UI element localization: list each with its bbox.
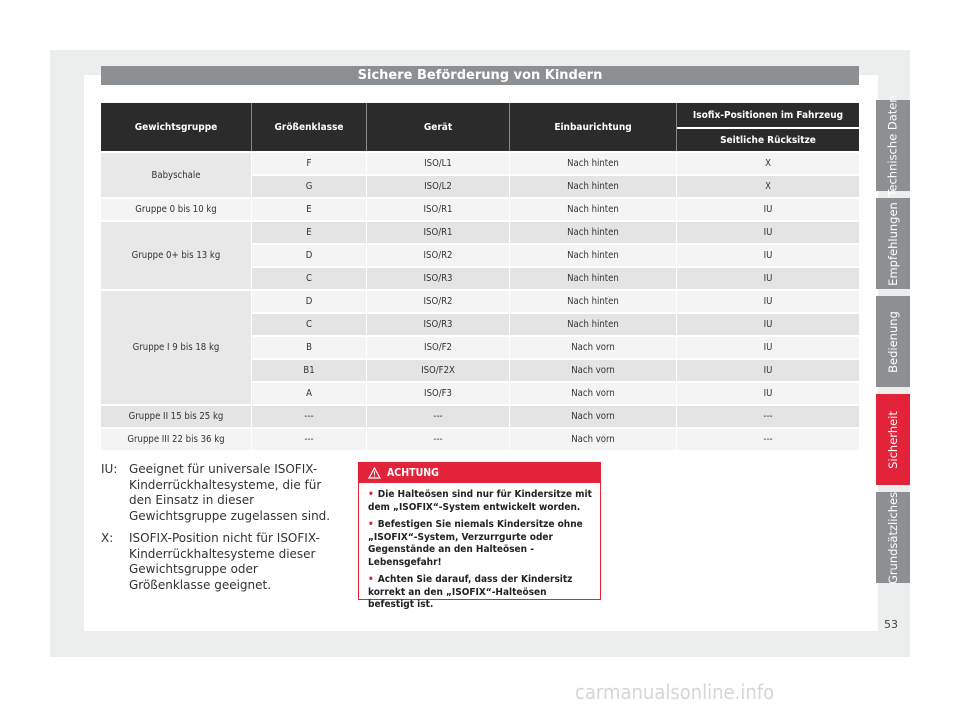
legend-key: IU:	[101, 462, 118, 476]
header-seitliche-ruecksitze: Seitliche Rücksitze	[677, 129, 859, 151]
cell-isofix-position: IU	[677, 314, 859, 335]
cell-gewichtsgruppe: Babyschale	[101, 153, 252, 197]
isofix-table	[101, 101, 859, 452]
header-isofix-positionen: Isofix-Positionen im Fahrzeug	[677, 103, 859, 127]
cell-geraet: ISO/R3	[367, 268, 510, 289]
cell-isofix-position: IU	[677, 268, 859, 289]
cell-einbaurichtung: Nach hinten	[510, 153, 677, 174]
warning-header	[359, 463, 600, 483]
header-einbaurichtung: Einbaurichtung	[510, 103, 677, 151]
tab-label: Grundsätzliches	[886, 491, 901, 584]
cell-groessenklasse: B	[252, 337, 367, 358]
cell-einbaurichtung: Nach vorn	[510, 360, 677, 381]
bullet-icon: •	[368, 519, 374, 530]
cell-geraet: ---	[367, 406, 510, 427]
legend-key: X:	[101, 531, 114, 545]
cell-einbaurichtung: Nach hinten	[510, 245, 677, 266]
cell-einbaurichtung: Nach vorn	[510, 383, 677, 404]
table-row	[101, 222, 859, 243]
legend-text: ISOFIX-Position nicht für ISOFIX-Kinderrückhaltesysteme dieser Gewichtsgruppe oder Größenklasse geeignet.	[129, 531, 320, 592]
table-row	[101, 199, 859, 220]
cell-einbaurichtung: Nach hinten	[510, 222, 677, 243]
cell-gewichtsgruppe: Gruppe I 9 bis 18 kg	[101, 291, 252, 404]
header-gewichtsgruppe: Gewichtsgruppe	[101, 103, 252, 151]
cell-isofix-position: IU	[677, 383, 859, 404]
warning-triangle-icon	[368, 467, 381, 479]
legend-item	[101, 462, 341, 524]
cell-geraet: ISO/F2X	[367, 360, 510, 381]
warning-item-text: Die Halteösen sind nur für Kindersitze mit dem „ISOFIX“-System entwickelt worden.	[368, 489, 592, 513]
cell-einbaurichtung: Nach hinten	[510, 176, 677, 197]
cell-isofix-position: IU	[677, 245, 859, 266]
cell-groessenklasse: C	[252, 314, 367, 335]
cell-geraet: ISO/L2	[367, 176, 510, 197]
cell-groessenklasse: D	[252, 245, 367, 266]
cell-geraet: ISO/R1	[367, 199, 510, 220]
cell-isofix-position: IU	[677, 222, 859, 243]
cell-einbaurichtung: Nach vorn	[510, 337, 677, 358]
cell-groessenklasse: D	[252, 291, 367, 312]
cell-isofix-position: IU	[677, 291, 859, 312]
header-groessenklasse: Größenklasse	[252, 103, 367, 151]
cell-groessenklasse: G	[252, 176, 367, 197]
tab-empfehlungen[interactable]	[876, 198, 910, 289]
table-row	[101, 406, 859, 427]
warning-list	[359, 483, 600, 612]
cell-geraet: ISO/F3	[367, 383, 510, 404]
cell-geraet: ISO/R1	[367, 222, 510, 243]
tab-label: Bedienung	[886, 310, 901, 373]
cell-geraet: ---	[367, 429, 510, 450]
cell-isofix-position: ---	[677, 429, 859, 450]
warning-item	[368, 519, 592, 569]
table-body	[101, 153, 859, 450]
cell-isofix-position: X	[677, 176, 859, 197]
cell-einbaurichtung: Nach vorn	[510, 406, 677, 427]
cell-gewichtsgruppe: Gruppe 0+ bis 13 kg	[101, 222, 252, 289]
cell-geraet: ISO/R2	[367, 291, 510, 312]
cell-groessenklasse: A	[252, 383, 367, 404]
tab-label: Sicherheit	[886, 410, 900, 469]
watermark: carmanualsonline.info	[575, 680, 775, 704]
tab-sicherheit[interactable]	[876, 394, 910, 485]
warning-title: ACHTUNG	[387, 467, 439, 479]
warning-item-text: Befestigen Sie niemals Kindersitze ohne „ISOFIX“-System, Verzurrgurte oder Gegenstände an den Halteösen - Lebensgefahr!	[368, 519, 583, 568]
tab-bedienung[interactable]	[876, 296, 910, 387]
cell-groessenklasse: ---	[252, 429, 367, 450]
tab-technische-daten[interactable]	[876, 94, 910, 197]
cell-einbaurichtung: Nach vorn	[510, 429, 677, 450]
bullet-icon: •	[368, 574, 374, 585]
cell-geraet: ISO/F2	[367, 337, 510, 358]
cell-isofix-position: IU	[677, 360, 859, 381]
cell-isofix-position: ---	[677, 406, 859, 427]
cell-isofix-position: IU	[677, 337, 859, 358]
warning-item	[368, 574, 592, 612]
cell-einbaurichtung: Nach hinten	[510, 268, 677, 289]
legend-text: Geeignet für universale ISOFIX-Kinderrückhaltesysteme, die für den Einsatz in dieser Gewichtsgruppe zugelassen sind.	[129, 462, 331, 523]
table-row	[101, 429, 859, 450]
page-title: Sichere Beförderung von Kindern	[101, 66, 859, 85]
cell-groessenklasse: E	[252, 199, 367, 220]
table-row	[101, 291, 859, 312]
cell-groessenklasse: B1	[252, 360, 367, 381]
cell-geraet: ISO/R3	[367, 314, 510, 335]
cell-geraet: ISO/L1	[367, 153, 510, 174]
cell-einbaurichtung: Nach hinten	[510, 199, 677, 220]
warning-item-text: Achten Sie darauf, dass der Kindersitz korrekt an den „ISOFIX“-Halteösen befestigt ist.	[368, 574, 573, 610]
table-row	[101, 153, 859, 174]
cell-gewichtsgruppe: Gruppe III 22 bis 36 kg	[101, 429, 252, 450]
tab-label: Empfehlungen	[886, 201, 900, 286]
legend	[101, 462, 341, 600]
tab-grundsaetzliches[interactable]	[876, 492, 910, 583]
bullet-icon: •	[368, 489, 374, 500]
tab-label: Technische Daten	[886, 94, 901, 197]
warning-item	[368, 489, 592, 514]
cell-groessenklasse: ---	[252, 406, 367, 427]
cell-groessenklasse: F	[252, 153, 367, 174]
cell-groessenklasse: E	[252, 222, 367, 243]
cell-gewichtsgruppe: Gruppe II 15 bis 25 kg	[101, 406, 252, 427]
page-number: 53	[884, 618, 898, 631]
header-geraet: Gerät	[367, 103, 510, 151]
warning-box	[358, 462, 601, 610]
cell-einbaurichtung: Nach hinten	[510, 314, 677, 335]
cell-groessenklasse: C	[252, 268, 367, 289]
cell-isofix-position: X	[677, 153, 859, 174]
cell-isofix-position: IU	[677, 199, 859, 220]
cell-gewichtsgruppe: Gruppe 0 bis 10 kg	[101, 199, 252, 220]
legend-item	[101, 531, 341, 593]
cell-einbaurichtung: Nach hinten	[510, 291, 677, 312]
cell-geraet: ISO/R2	[367, 245, 510, 266]
